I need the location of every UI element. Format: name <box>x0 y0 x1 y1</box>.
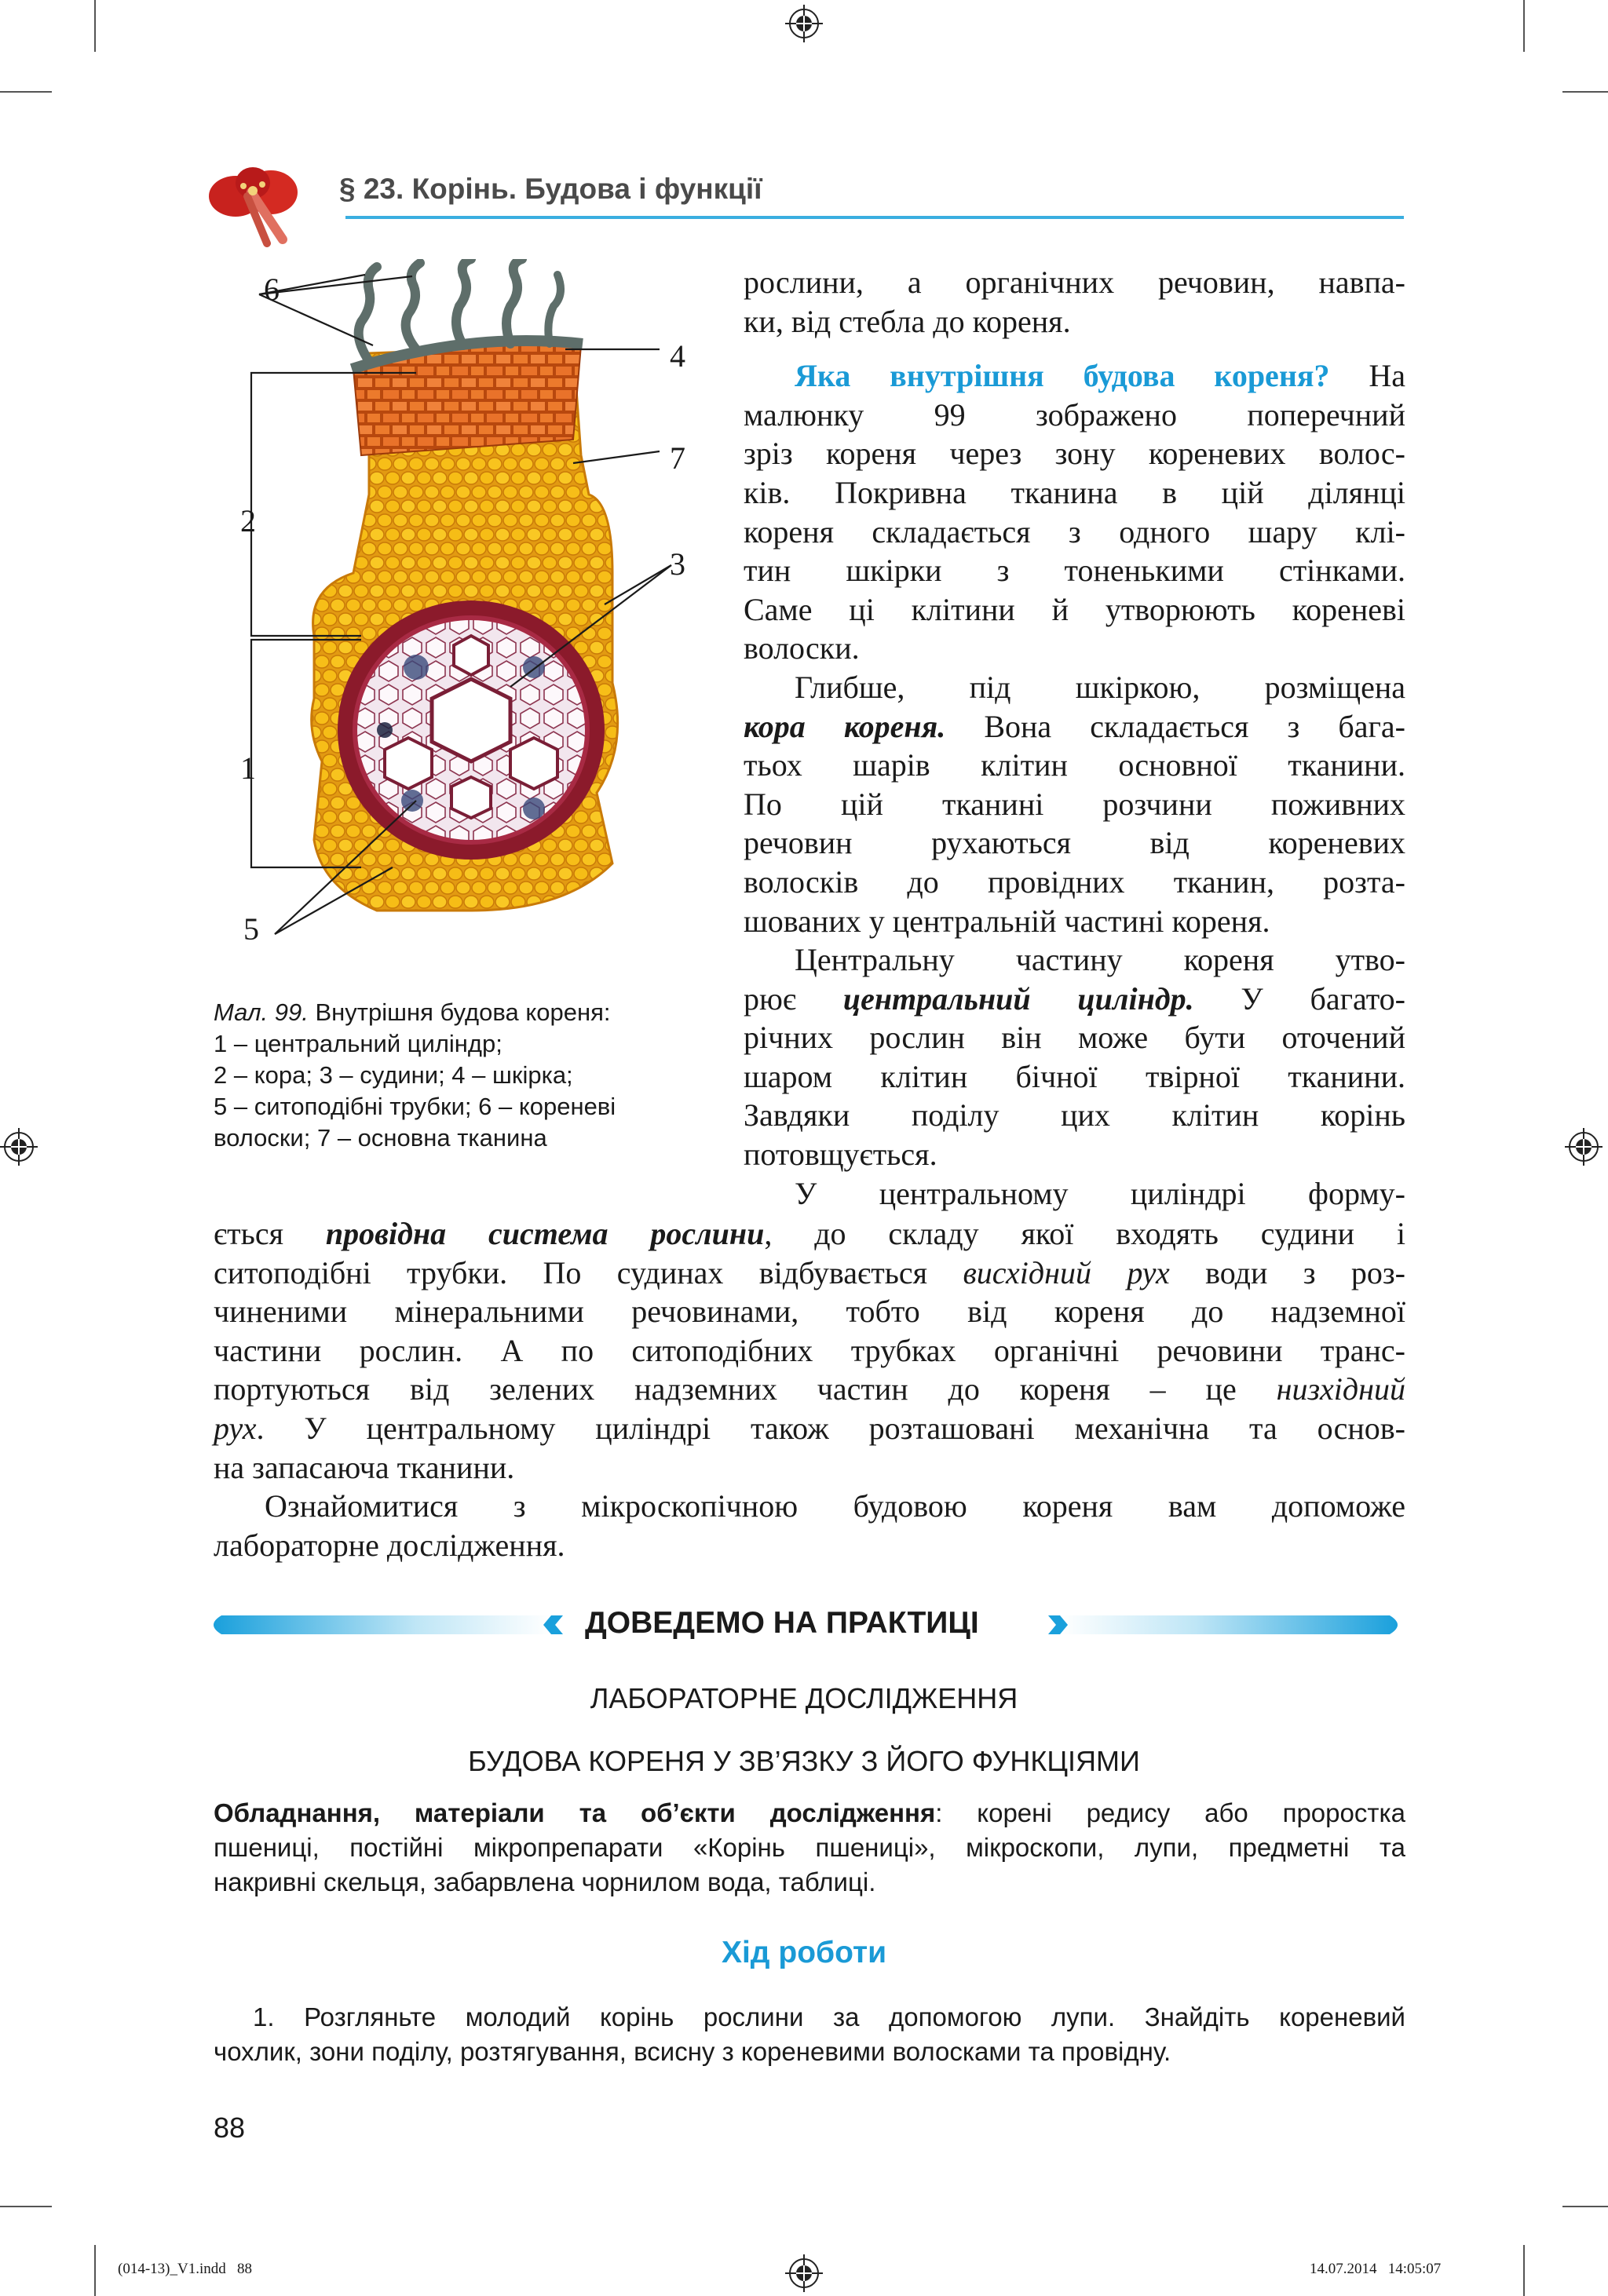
question-heading: Яка внутрішня будова кореня? <box>795 358 1330 394</box>
text-span: . У центральному циліндрі також розташовані механічна та основ- <box>256 1410 1405 1446</box>
text-line: Саме ці клітини й утворюють кореневі <box>744 591 1405 627</box>
registration-mark-icon <box>1565 1128 1603 1166</box>
text-span: рює <box>744 980 843 1017</box>
figure-label-7: 7 <box>670 440 685 476</box>
lab-title: ЛАБОРАТОРНЕ ДОСЛІДЖЕННЯ <box>590 1682 1018 1714</box>
text-line: шованих у центральній частині кореня. <box>744 903 1270 939</box>
caption-text: Внутрішня будова кореня: <box>308 998 611 1026</box>
text-line: ків. Покривна тканина в цій ділянці <box>744 474 1405 510</box>
term-conducting-system: провідна система рослини <box>325 1216 765 1251</box>
slug-date: 14.07.2014 14:05:07 <box>1310 2261 1442 2277</box>
text-line <box>744 707 1405 746</box>
crop-mark <box>0 91 52 93</box>
text-span: На <box>1329 358 1405 394</box>
figure-label-5: 5 <box>243 911 259 947</box>
text-line <box>214 1214 1405 1254</box>
crop-mark <box>1562 2206 1608 2207</box>
text-line: Глибше, під шкіркою, розміщена <box>795 669 1405 705</box>
figure-label-2: 2 <box>240 503 256 538</box>
text-span: У багато- <box>1193 980 1405 1017</box>
figure-label-4: 4 <box>670 338 685 374</box>
text-line: тьох шарів клітин основної тканини. <box>744 747 1405 783</box>
term-ascending: висхідний рух <box>963 1254 1170 1290</box>
registration-mark-icon <box>0 1128 38 1166</box>
text-line: накривні скельця, забарвлена чорнилом вода, таблиці. <box>214 1867 876 1896</box>
figure-label-6: 6 <box>264 272 280 307</box>
term-descending: низхідний <box>1276 1371 1405 1407</box>
text-span: : корені редису або проростка <box>935 1798 1405 1827</box>
text-line: Ознайомитися з мікроскопічною будовою кореня вам допоможе <box>265 1488 1405 1524</box>
caption-line: 1 – центральний циліндр; <box>214 1030 502 1057</box>
caption-line: волоски; 7 – основна тканина <box>214 1124 547 1152</box>
text-line: малюнку 99 зображено поперечний <box>744 396 1405 433</box>
text-line: тин шкірки з тоненькими стінками. <box>744 553 1405 589</box>
caption-line <box>214 997 700 1028</box>
text-line: чохлик, зони поділу, розтягування, всисну з кореневими волосками та провідну. <box>214 2037 1171 2066</box>
text-line: Завдяки поділу цих клітин корінь <box>744 1097 1405 1133</box>
term-movement: рух <box>214 1410 257 1446</box>
text-span: , до складу якої входять судини і <box>764 1216 1405 1251</box>
text-line: чиненими мінеральними речовинами, тобто від кореня до надземної <box>214 1294 1405 1330</box>
text-span: портуються від зелених надземних частин до кореня – це <box>214 1371 1277 1407</box>
crop-mark <box>0 2206 52 2207</box>
text-line <box>744 356 1405 396</box>
text-line <box>214 1254 1405 1293</box>
text-line: кореня складається з одного шару клі- <box>744 513 1405 549</box>
right-column-text <box>744 263 1405 1213</box>
crop-mark <box>94 2245 96 2296</box>
text-span: води з роз- <box>1169 1254 1406 1290</box>
figure-label-3: 3 <box>670 546 685 582</box>
text-line: пшениці, постійні мікропрепарати «Корінь пшениці», мікроскопи, лупи, предметні та <box>214 1833 1405 1862</box>
lab-subtitle: БУДОВА КОРЕНЯ У ЗВ’ЯЗКУ З ЙОГО ФУНКЦІЯМИ <box>468 1745 1140 1777</box>
step-1 <box>214 2000 1405 2069</box>
equipment-label: Обладнання, матеріали та об’єкти дослідження <box>214 1798 936 1827</box>
text-span: Вона складається з бага- <box>945 708 1405 744</box>
registration-mark-icon <box>785 2254 823 2292</box>
procedure-title: Хід роботи <box>721 1936 887 1969</box>
text-line: рослини, а органічних речовин, навпа- <box>744 265 1405 300</box>
page-number: 88 <box>214 2112 246 2144</box>
text-line: 1. Розгляньте молодий корінь рослини за допомогою лупи. Знайдіть кореневий <box>253 2002 1405 2031</box>
caption-line: 5 – ситоподібні трубки; 6 – кореневі <box>214 1093 616 1120</box>
text-line <box>214 1409 1405 1448</box>
full-width-text <box>214 1214 1405 1564</box>
text-line: шаром клітин бічної твірної тканини. <box>744 1058 1405 1094</box>
text-line: По цій тканині розчини поживних <box>744 786 1405 822</box>
figure-label-1: 1 <box>240 750 256 786</box>
caption-line: 2 – кора; 3 – судини; 4 – шкірка; <box>214 1061 573 1089</box>
text-line: лабораторне дослідження. <box>214 1527 565 1563</box>
crop-mark <box>1562 91 1608 93</box>
practice-banner-title: ДОВЕДЕМО НА ПРАКТИЦІ <box>585 1606 979 1640</box>
text-line: на запасаюча тканини. <box>214 1449 515 1485</box>
section-title: § 23. Корінь. Будова і функції <box>339 173 762 205</box>
caption-figure-number: Мал. 99. <box>214 998 309 1026</box>
banner-left-stripe <box>206 1609 567 1641</box>
crop-mark <box>1523 2245 1525 2296</box>
root-cross-section-figure <box>236 259 707 981</box>
crop-mark <box>94 0 96 52</box>
text-line: У центральному циліндрі форму- <box>795 1175 1405 1211</box>
text-line <box>214 1370 1405 1409</box>
text-line <box>744 980 1405 1019</box>
text-span: ється <box>214 1216 326 1251</box>
text-line: волосків до провідних тканин, розта- <box>744 863 1405 900</box>
text-line: волоски. <box>744 630 860 666</box>
text-line: речовин рухаються від кореневих <box>744 825 1405 861</box>
equipment-paragraph <box>214 1796 1405 1900</box>
text-line: зріз кореня через зону кореневих волос- <box>744 436 1405 472</box>
term-central-cylinder: центральний циліндр. <box>842 980 1194 1017</box>
crop-mark <box>1523 0 1525 52</box>
registration-mark-icon <box>785 5 823 42</box>
text-line <box>214 1796 1405 1831</box>
flower-logo-icon <box>204 161 306 247</box>
text-line: річних рослин він може бути оточений <box>744 1020 1405 1056</box>
text-line: Центральну частину кореня утво- <box>795 942 1405 978</box>
header-divider <box>345 216 1404 219</box>
text-span: ситоподібні трубки. По судинах відбувається <box>214 1254 963 1290</box>
term-cortex: кора кореня. <box>744 708 946 744</box>
slug-file: (014-13)_V1.indd 88 <box>118 2261 252 2277</box>
banner-right-stripe <box>1044 1609 1405 1641</box>
text-line: ки, від стебла до кореня. <box>744 303 1071 339</box>
figure-caption <box>214 997 700 1154</box>
text-line: частини рослин. А по ситоподібних трубках органічні речовини транс- <box>214 1332 1405 1368</box>
text-line: потовщується. <box>744 1137 937 1173</box>
